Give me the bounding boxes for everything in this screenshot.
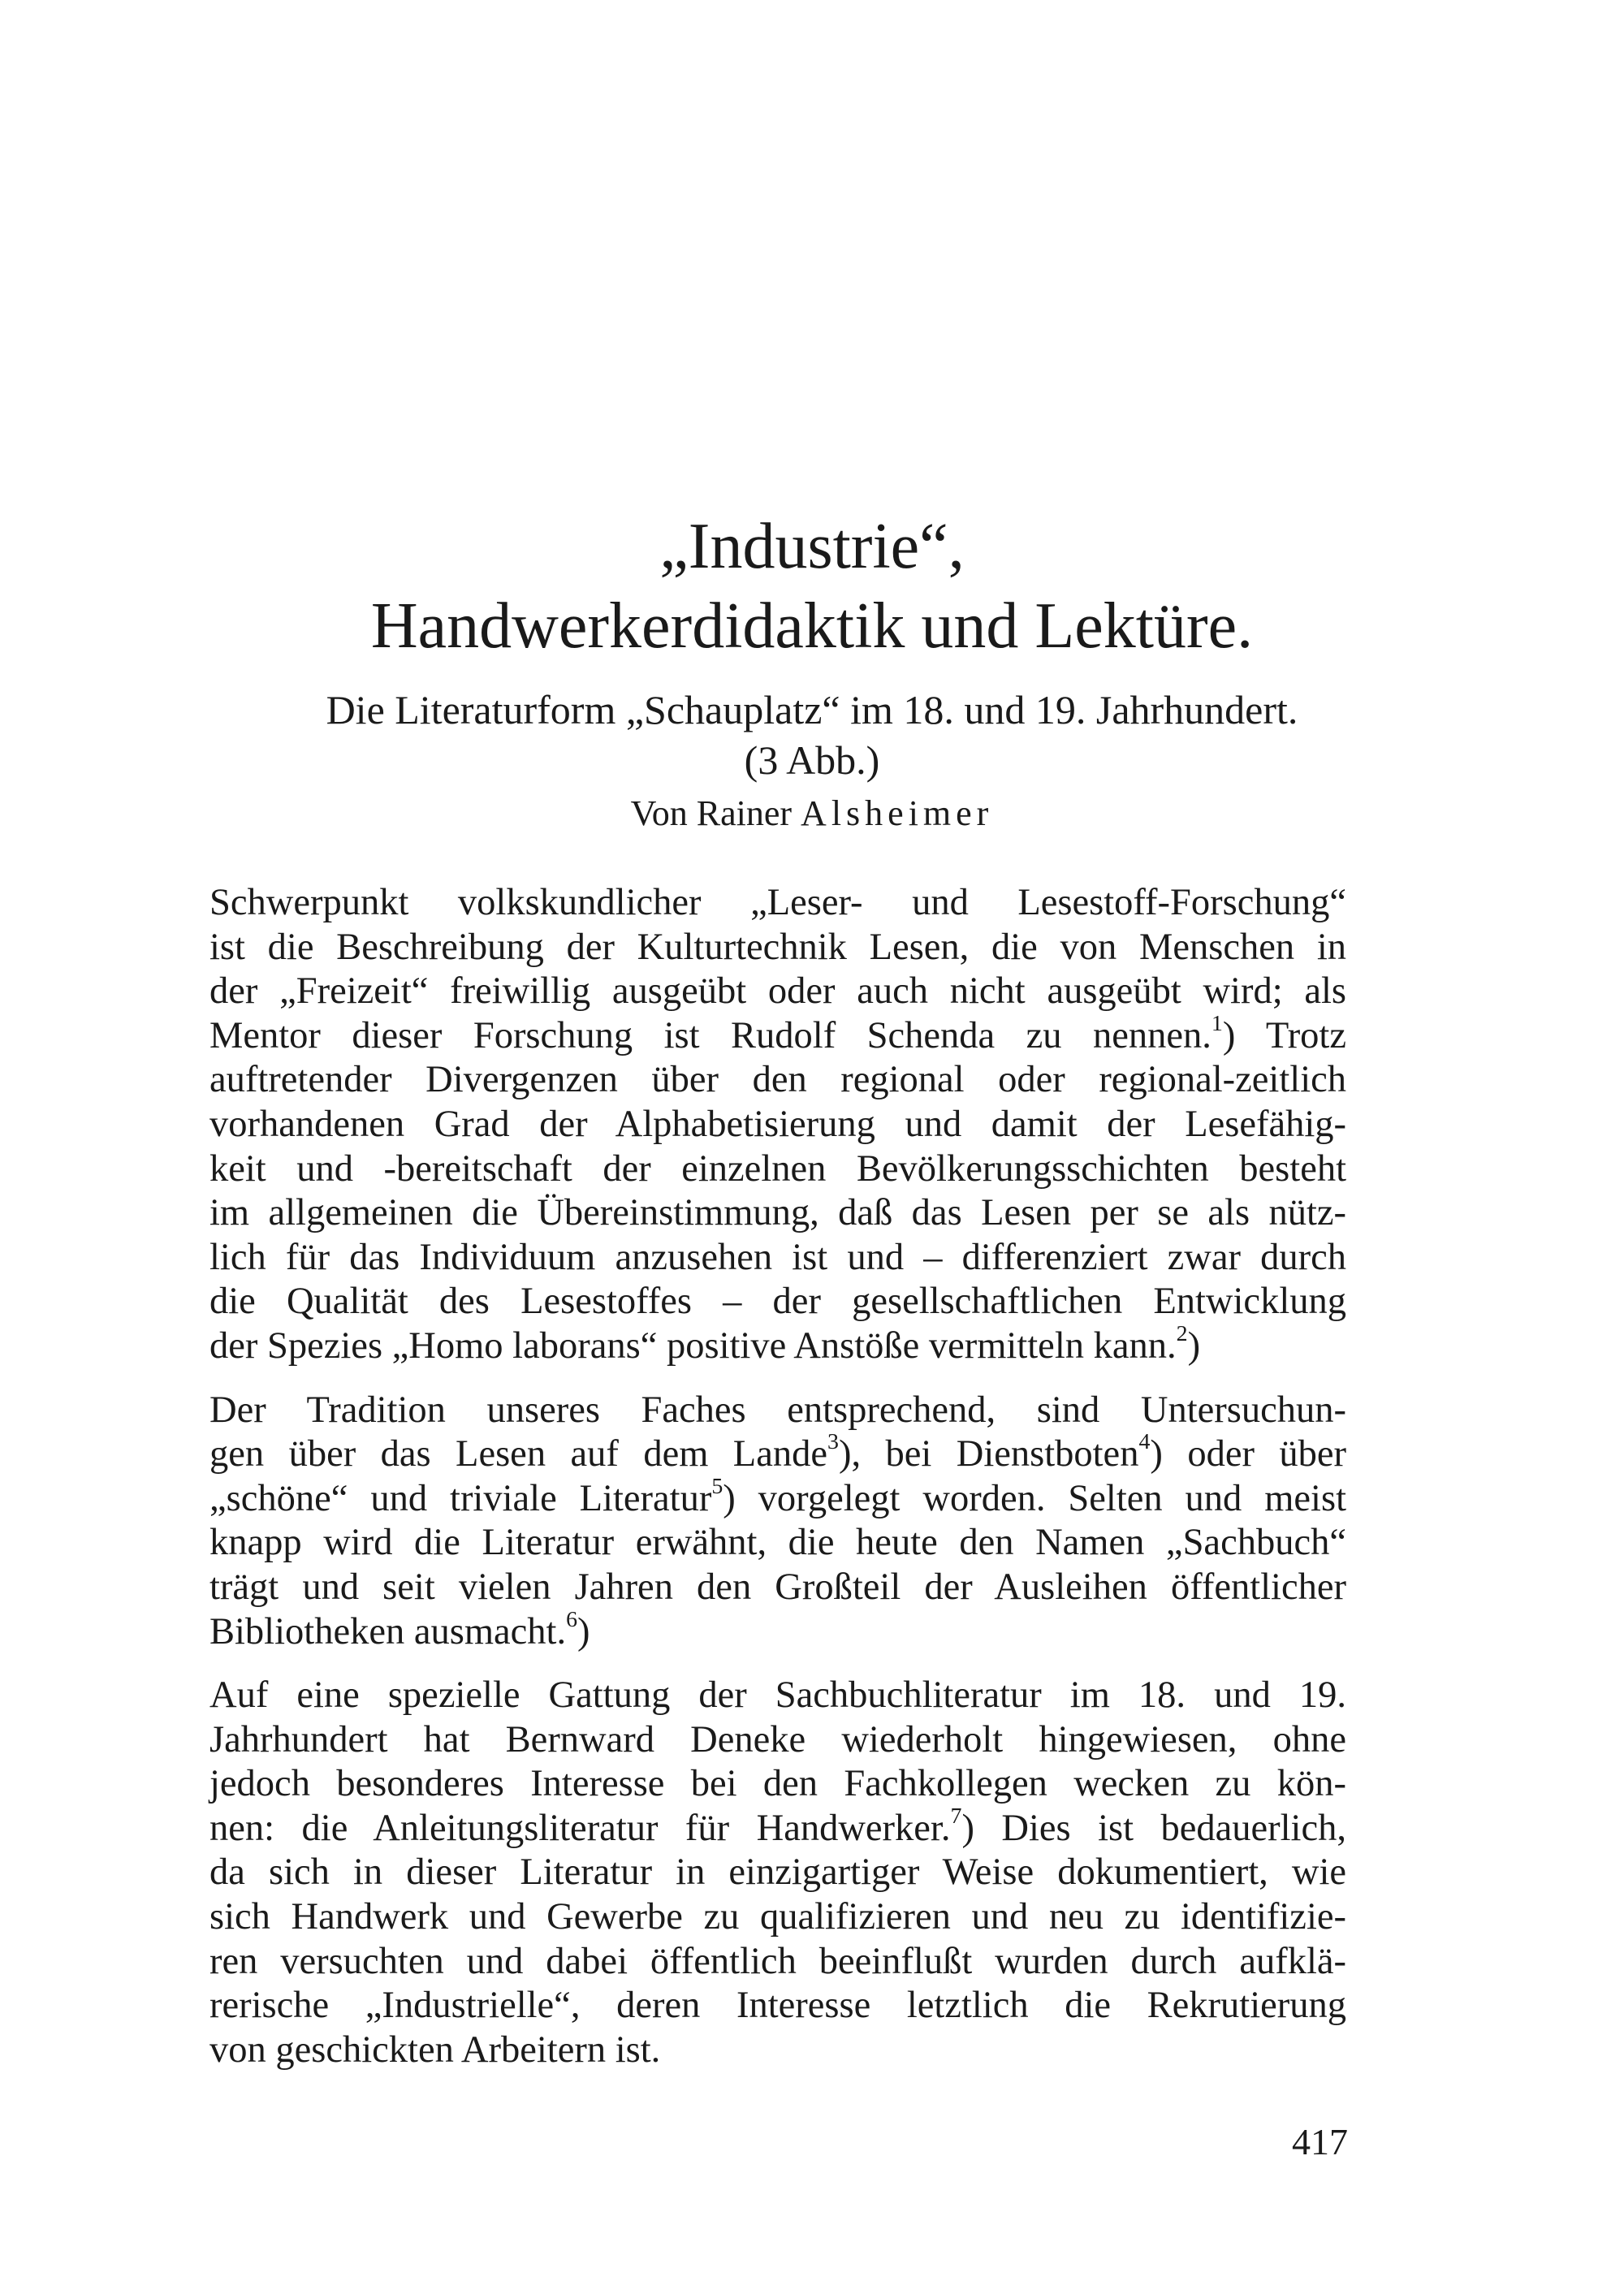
text-segment: der Spezies „Homo laborans“ positive Anstöße vermitteln kann. [209, 1324, 1177, 1367]
footnote-ref: 6 [566, 1606, 578, 1632]
text-segment: ) Trotz [1222, 1014, 1346, 1056]
text-line: die Qualität des Lesestoffes – der gesellschaftlichen Entwicklung [209, 1281, 1346, 1323]
paragraph-3 [209, 1674, 1346, 2072]
text-line: trägt und seit vielen Jahren den Großteil der Ausleihen öffentlicher [209, 1566, 1346, 1608]
text-segment: ) vorgelegt worden. Selten und meist [723, 1477, 1346, 1519]
text-line: Jahrhundert hat Bernward Deneke wiederholt hingewiesen, ohne [209, 1718, 1346, 1760]
figures-note: (3 Abb.) [744, 737, 880, 783]
text-line: vorhandenen Grad der Alphabetisierung und damit der Lesefähig- [209, 1103, 1346, 1145]
text-segment: nen: die Anleitungsliteratur für Handwerker. [209, 1807, 951, 1849]
text-segment: „schöne“ und triviale Literatur [209, 1477, 712, 1519]
text-line [209, 1606, 1346, 1655]
footnote-ref: 2 [1176, 1321, 1188, 1347]
text-line: der „Freizeit“ freiwillig ausgeübt oder auch nicht ausgeübt wird; als [209, 970, 1346, 1013]
article-header [162, 508, 1462, 839]
text-segment: Mentor dieser Forschung ist Rudolf Schenda zu nennen. [209, 1014, 1212, 1056]
text-line: jedoch besonderes Interesse bei den Fachkollegen wecken zu kön- [209, 1763, 1346, 1805]
article-title-line-1: „Industrie“, [659, 511, 965, 582]
article-title-line-2: Handwerkerdidaktik und Lektüre. [370, 590, 1254, 662]
author-surname: Alsheimer [801, 793, 994, 833]
text-line: ren versuchten und dabei öffentlich beeinflußt wurden durch aufklä- [209, 1940, 1346, 1982]
text-segment: ), bei Dienstboten [838, 1433, 1139, 1475]
footnote-ref: 4 [1138, 1429, 1151, 1455]
footnote-ref: 1 [1211, 1010, 1223, 1036]
text-line [209, 1473, 1346, 1522]
text-segment: ) Dies ist bedauerlich, [961, 1807, 1346, 1849]
text-segment: gen über das Lesen auf dem Lande [209, 1433, 827, 1475]
text-line: von geschickten Arbeitern ist. [209, 2028, 661, 2071]
text-line [209, 1803, 1346, 1851]
paragraph-2 [209, 1389, 1346, 1655]
text-line: Schwerpunkt volkskundlicher „Leser- und Lesestoff-Forschung“ [209, 882, 1346, 923]
text-line: Der Tradition unseres Faches entsprechend, sind Untersuchun- [209, 1389, 1346, 1431]
text-line: rerische „Industrielle“, deren Interesse letztlich die Rekrutierung [209, 1985, 1346, 2027]
text-segment: ) [577, 1610, 590, 1652]
text-line: im allgemeinen die Übereinstimmung, daß das Lesen per se als nütz- [209, 1192, 1346, 1234]
footnote-ref: 3 [827, 1429, 839, 1455]
text-segment: Bibliotheken ausmacht. [209, 1610, 567, 1652]
footnote-ref: 7 [950, 1803, 962, 1829]
text-line [209, 1010, 1346, 1059]
page-number: 417 [1292, 2121, 1348, 2162]
text-line: keit und -bereitschaft der einzelnen Bevölkerungsschichten besteht [209, 1147, 1346, 1190]
text-line: sich Handwerk und Gewerbe zu qualifizieren und neu zu identifizie- [209, 1896, 1346, 1938]
text-line: ist die Beschreibung der Kulturtechnik Lesen, die von Menschen in [209, 926, 1346, 968]
article-body [209, 881, 1346, 2072]
text-line: auftretender Divergenzen über den regional oder regional-zeitlich [209, 1059, 1346, 1101]
footnote-ref: 5 [711, 1473, 723, 1499]
text-segment: ) [1187, 1324, 1201, 1367]
text-line: Auf eine spezielle Gattung der Sachbuchliteratur im 18. und 19. [209, 1674, 1346, 1717]
text-line: knapp wird die Literatur erwähnt, die heute den Namen „Sachbuch“ [209, 1522, 1346, 1564]
text-line: lich für das Individuum anzusehen ist und – differenziert zwar durch [209, 1236, 1346, 1278]
author-line [162, 788, 1462, 839]
paragraph-1 [209, 881, 1346, 1369]
text-segment: ) oder über [1150, 1433, 1347, 1475]
text-line [209, 1321, 1346, 1369]
text-line: da sich in dieser Literatur in einzigartiger Weise dokumentiert, wie [209, 1851, 1346, 1894]
article-subtitle: Die Literaturform „Schauplatz“ im 18. und 19. Jahrhundert. [326, 687, 1298, 732]
text-line [209, 1429, 1347, 1477]
author-prefix: Von Rainer [630, 793, 793, 833]
